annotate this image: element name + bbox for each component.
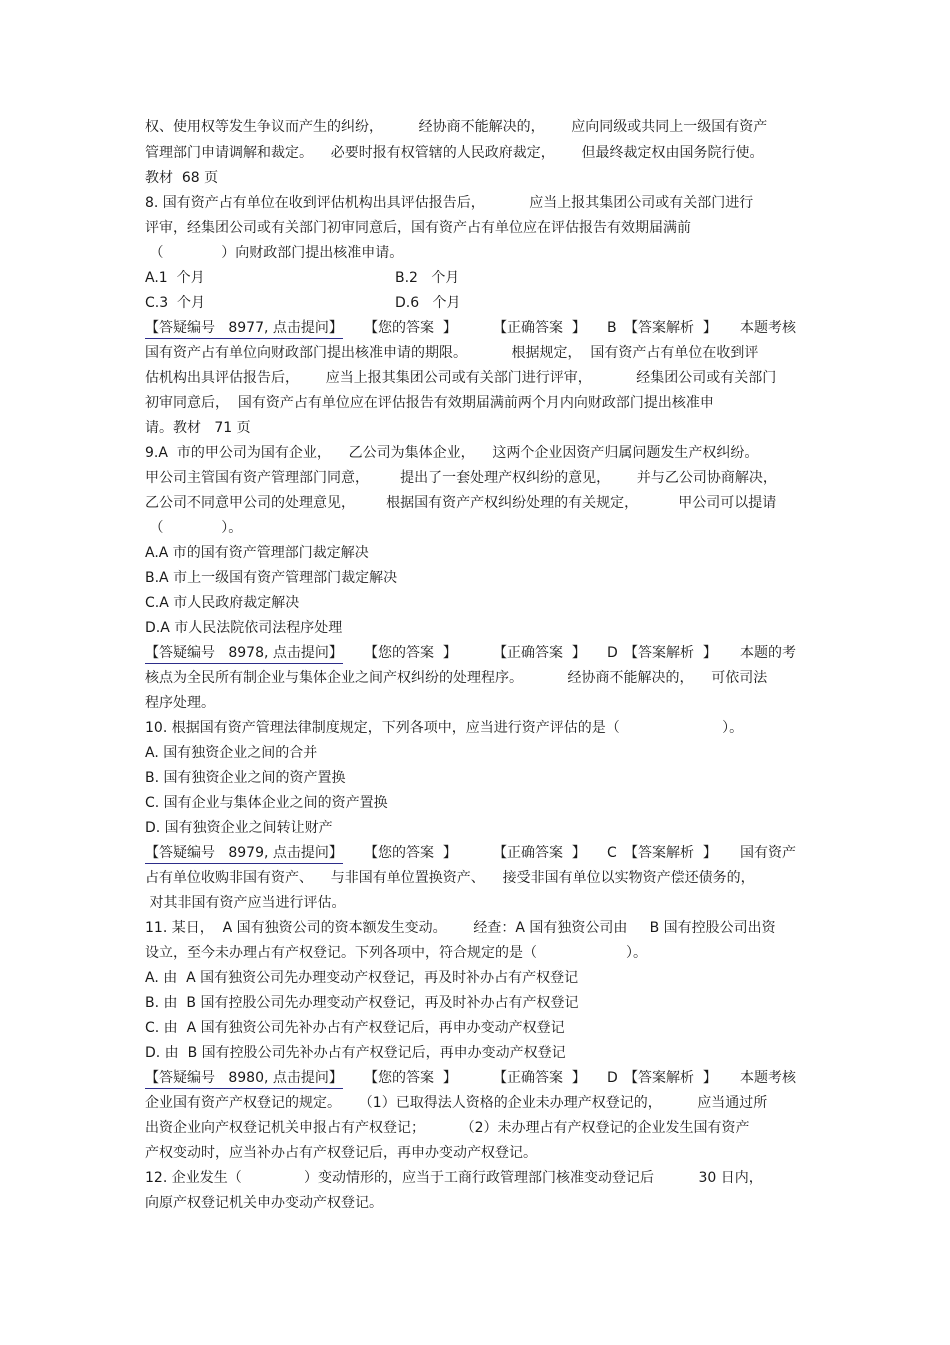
correct-answer-label: 【正确答案 】 [493,645,586,661]
question-10-stem: 10. 根据国有资产管理法律制度规定，下列各项中，应当进行资产评估的是（ ）。 [145,720,744,736]
text-line: 初审同意后， 国有资产占有单位应在评估报告有效期届满前两个月内向财政部门提出核准申 [145,395,714,411]
text-line: 权、使用权等发生争议而产生的纠纷， 经协商不能解决的， 应向同级或共同上一级国有资产 [145,119,768,135]
text-line: 设立，至今未办理占有产权登记。下列各项中，符合规定的是（ ）。 [145,945,648,961]
option-b: B.A 市上一级国有资产管理部门裁定解决 [145,570,398,586]
explanation-text: 本题考核 [740,1070,796,1086]
option-d: D.A 市人民法院依司法程序处理 [145,620,343,636]
ask-question-link[interactable]: 【答疑编号 8978, 点击提问】 [145,644,343,664]
explanation-text: 本题考核 [740,320,796,336]
option-b: B. 国有独资企业之间的资产置换 [145,770,346,786]
text-line: 乙公司不同意甲公司的处理意见， 根据国有资产产权纠纷处理的有关规定， 甲公司可以提请 [145,495,777,511]
text-line: 管理部门申请调解和裁定。 必要时报有权管辖的人民政府裁定， 但最终裁定权由国务院行使。 [145,145,764,161]
text-line: 请。教材 71 页 [145,420,251,436]
correct-answer-letter: B [607,320,617,336]
text-line: 向原产权登记机关申办变动产权登记。 [145,1195,383,1211]
option-c: C. 国有企业与集体企业之间的资产置换 [145,795,388,811]
text-line: 评审，经集团公司或有关部门初审同意后，国有资产占有单位应在评估报告有效期届满前 [145,220,691,236]
option-a: A.1 个月 [145,270,205,286]
text-line: （ ）向财政部门提出核准申请。 [145,245,404,261]
ask-question-link[interactable]: 【答疑编号 8977, 点击提问】 [145,319,343,339]
question-8-stem: 8. 国有资产占有单位在收到评估机构出具评估报告后， 应当上报其集团公司或有关部门进行 [145,195,754,211]
text-line: 占有单位收购非国有资产、 与非国有单位置换资产、 接受非国有单位以实物资产偿还债务的， [145,870,755,886]
text-line: 产权变动时，应当补办占有产权登记后，再申办变动产权登记。 [145,1145,537,1161]
text-line: 估机构出具评估报告后， 应当上报其集团公司或有关部门进行评审， 经集团公司或有关部门 [145,370,777,386]
question-12-stem: 12. 企业发生（ ）变动情形的，应当于工商行政管理部门核准变动登记后 30 日内， [145,1170,763,1186]
text-line: 国有资产占有单位向财政部门提出核准申请的期限。 根据规定， 国有资产占有单位在收到评 [145,345,759,361]
option-c: C.A 市人民政府裁定解决 [145,595,300,611]
correct-answer-label: 【正确答案 】 [493,1070,586,1086]
option-a: A.A 市的国有资产管理部门裁定解决 [145,545,369,561]
answer-explanation-label: 【答案解析 】 [624,845,717,861]
option-c: C.3 个月 [145,295,206,311]
answer-explanation-label: 【答案解析 】 [624,1070,717,1086]
text-line: 企业国有资产产权登记的规定。 （1）已取得法人资格的企业未办理产权登记的， 应当通过所 [145,1095,768,1111]
answer-explanation-label: 【答案解析 】 [624,645,717,661]
correct-answer-letter: D [607,1070,618,1086]
option-d: D. 由 B 国有控股公司先补办占有产权登记后，再申办变动产权登记 [145,1045,566,1061]
correct-answer-label: 【正确答案 】 [493,320,586,336]
option-d: D. 国有独资企业之间转让财产 [145,820,333,836]
your-answer-label: 【您的答案 】 [364,845,457,861]
text-line: 出资企业向产权登记机关申报占有产权登记； （2）未办理占有产权登记的企业发生国有资产 [145,1120,750,1136]
text-line: 程序处理。 [145,695,215,711]
option-b: B.2 个月 [395,270,460,286]
correct-answer-label: 【正确答案 】 [493,845,586,861]
correct-answer-letter: D [607,645,618,661]
question-11-stem: 11. 某日， A 国有独资公司的资本额发生变动。 经查：A 国有独资公司由 B 国有控股公司出资 [145,920,776,936]
text-line: 甲公司主管国有资产管理部门同意， 提出了一套处理产权纠纷的意见， 并与乙公司协商解决， [145,470,777,486]
question-9-stem: 9.A 市的甲公司为国有企业， 乙公司为集体企业， 这两个企业因资产归属问题发生产权纠纷。 [145,445,759,461]
explanation-text: 本题的考 [740,645,796,661]
your-answer-label: 【您的答案 】 [364,645,457,661]
ask-question-link[interactable]: 【答疑编号 8980, 点击提问】 [145,1069,343,1089]
option-a: A. 由 A 国有独资公司先办理变动产权登记，再及时补办占有产权登记 [145,970,579,986]
text-line: 教材 68 页 [145,170,219,186]
correct-answer-letter: C [607,845,617,861]
text-line: （ ）。 [145,520,243,536]
option-c: C. 由 A 国有独资公司先补办占有产权登记后，再申办变动产权登记 [145,1020,565,1036]
option-d: D.6 个月 [395,295,461,311]
your-answer-label: 【您的答案 】 [364,1070,457,1086]
option-b: B. 由 B 国有控股公司先办理变动产权登记，再及时补办占有产权登记 [145,995,579,1011]
ask-question-link[interactable]: 【答疑编号 8979, 点击提问】 [145,844,343,864]
text-line: 对其非国有资产应当进行评估。 [145,895,346,911]
option-a: A. 国有独资企业之间的合并 [145,745,318,761]
your-answer-label: 【您的答案 】 [364,320,457,336]
answer-explanation-label: 【答案解析 】 [624,320,717,336]
explanation-text: 国有资产 [740,845,796,861]
text-line: 核点为全民所有制企业与集体企业之间产权纠纷的处理程序。 经协商不能解决的， 可依司法 [145,670,768,686]
